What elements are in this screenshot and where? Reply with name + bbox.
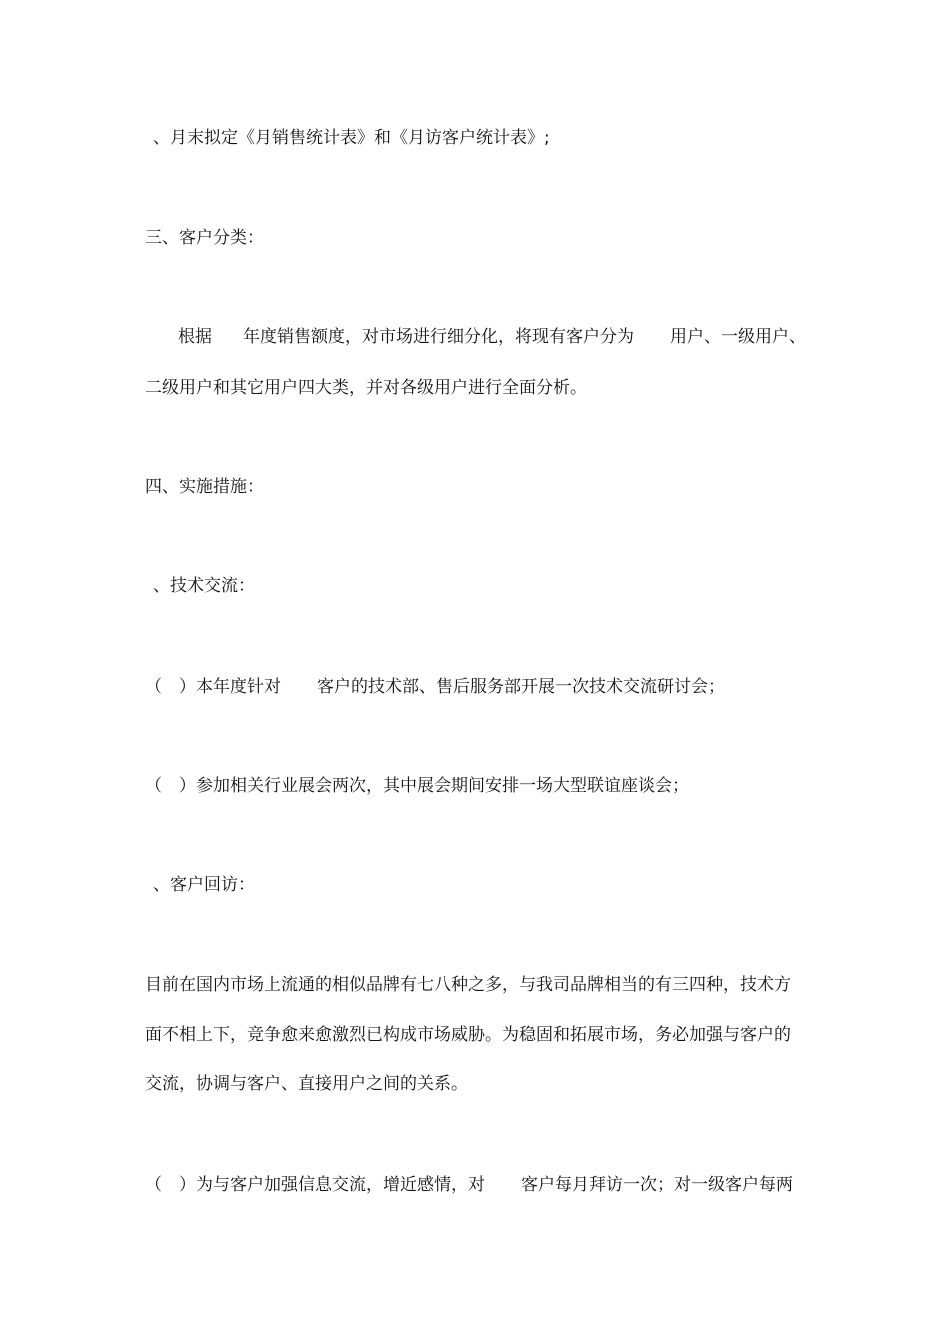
section-heading-implementation: 四、实施措施： xyxy=(145,477,264,497)
text-segment: （ ）为与客户加强信息交流，增近感情，对 xyxy=(145,1175,485,1195)
text-segment: 客户每月拜访一次；对一级客户每两 xyxy=(521,1175,793,1195)
section-heading-customer-classification: 三、客户分类： xyxy=(145,228,264,248)
subsection-technical-exchange: 、技术交流： xyxy=(153,576,255,596)
text-segment: 根据 xyxy=(178,327,212,347)
list-item-technical-seminar xyxy=(145,676,725,698)
list-item-monthly-visits xyxy=(145,1174,793,1196)
text-segment: 年度销售额度，对市场进行细分化，将现有客户分为 xyxy=(243,327,634,347)
text-segment: 客户的技术部、售后服务部开展一次技术交流研讨会； xyxy=(317,677,725,697)
classification-paragraph-line-2: 二级用户和其它用户四大类，并对各级用户进行全面分析。 xyxy=(145,378,587,398)
list-item-trade-show: （ ）参加相关行业展会两次，其中展会期间安排一场大型联谊座谈会； xyxy=(145,776,689,796)
market-paragraph-line-3: 交流，协调与客户、直接用户之间的关系。 xyxy=(145,1074,468,1094)
subsection-customer-visits: 、客户回访： xyxy=(153,875,255,895)
market-paragraph-line-2: 面不相上下，竞争愈来愈激烈已构成市场威胁。为稳固和拓展市场，务必加强与客户的 xyxy=(145,1025,791,1045)
text-segment: （ ）本年度针对 xyxy=(145,677,281,697)
text-segment: 用户、一级用户、 xyxy=(670,327,806,347)
monthly-stats-line: 、月末拟定《月销售统计表》和《月访客户统计表》; xyxy=(153,128,550,148)
market-paragraph-line-1: 目前在国内市场上流通的相似品牌有七八种之多，与我司品牌相当的有三四种，技术方 xyxy=(145,975,791,995)
classification-paragraph-line-1 xyxy=(145,326,806,348)
